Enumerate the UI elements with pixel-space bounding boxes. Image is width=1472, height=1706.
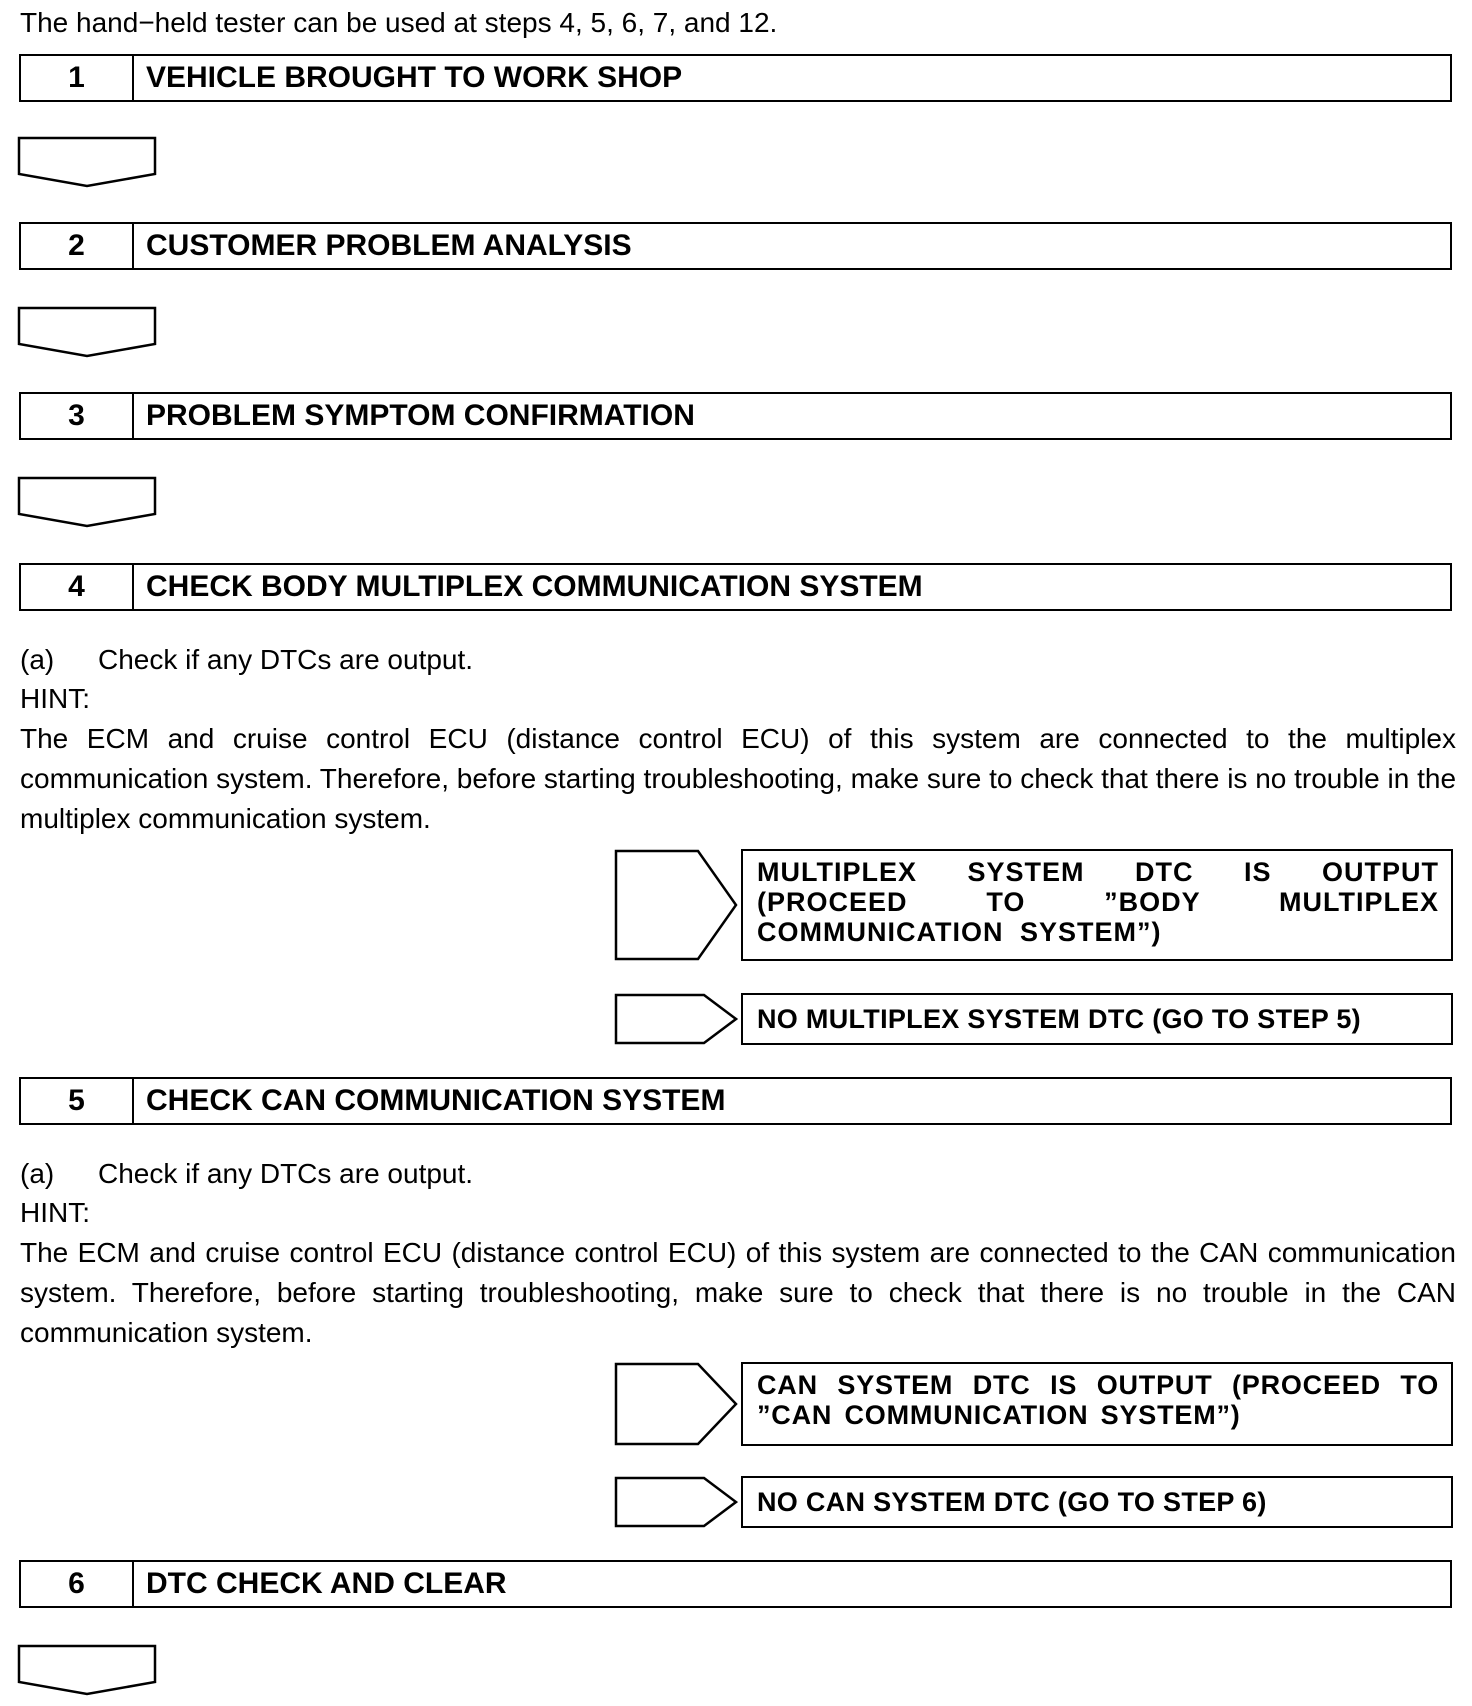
step-4-result-dtc-output: MULTIPLEX SYSTEM DTC IS OUTPUT (PROCEED TO ”BODY MULTIPLEX COMMUNICATION SYSTEM”) xyxy=(741,849,1453,961)
step-5-substep xyxy=(20,1157,473,1191)
step-4-result-no-dtc: NO MULTIPLEX SYSTEM DTC (GO TO STEP 5) xyxy=(741,993,1453,1045)
step-title: CUSTOMER PROBLEM ANALYSIS xyxy=(146,229,632,262)
step-number: 4 xyxy=(21,565,134,609)
down-arrow-icon xyxy=(17,136,157,188)
intro-text: The hand−held tester can be used at steps 4, 5, 6, 7, and 12. xyxy=(20,7,778,38)
step-3-box xyxy=(19,392,1452,440)
step-4-box xyxy=(19,563,1452,611)
step-title: VEHICLE BROUGHT TO WORK SHOP xyxy=(146,61,683,94)
right-arrow-icon xyxy=(614,849,738,961)
step-title: PROBLEM SYMPTOM CONFIRMATION xyxy=(146,399,695,432)
step-5-hint-text: The ECM and cruise control ECU (distance control ECU) of this system are connected to the CAN communication system. Therefore, before starting troubleshooting, make sure to check that there is no trouble in the CAN communication system. xyxy=(20,1237,1456,1348)
substep-text: Check if any DTCs are output. xyxy=(98,1158,474,1189)
step-5-result-no-dtc: NO CAN SYSTEM DTC (GO TO STEP 6) xyxy=(741,1476,1453,1528)
right-arrow-icon xyxy=(614,1476,738,1528)
step-number: 3 xyxy=(21,394,134,438)
step-6-box xyxy=(19,1560,1452,1608)
down-arrow-icon xyxy=(17,306,157,358)
step-number: 6 xyxy=(21,1562,134,1606)
step-title: CHECK CAN COMMUNICATION SYSTEM xyxy=(146,1084,726,1117)
right-arrow-icon xyxy=(614,993,738,1045)
down-arrow-icon xyxy=(17,476,157,528)
step-5-hint-label: HINT: xyxy=(20,1197,90,1228)
step-title: DTC CHECK AND CLEAR xyxy=(146,1567,507,1600)
step-1-box xyxy=(19,54,1452,102)
step-4-hint-text: The ECM and cruise control ECU (distance control ECU) of this system are connected to the multiplex communication system. Therefore, before starting troubleshooting, make sure to check that there is no trouble in the multiplex communication system. xyxy=(20,723,1457,834)
step-4-substep xyxy=(20,643,473,677)
down-arrow-icon xyxy=(17,1644,157,1696)
step-title: CHECK BODY MULTIPLEX COMMUNICATION SYSTEM xyxy=(146,570,923,603)
step-number: 2 xyxy=(21,224,134,268)
step-5-box xyxy=(19,1077,1452,1125)
step-2-box xyxy=(19,222,1452,270)
right-arrow-icon xyxy=(614,1362,738,1446)
substep-label: (a) xyxy=(20,644,55,675)
step-5-result-dtc-output: CAN SYSTEM DTC IS OUTPUT (PROCEED TO ”CAN COMMUNICATION SYSTEM”) xyxy=(741,1362,1453,1446)
step-4-hint-label: HINT: xyxy=(20,683,90,714)
substep-text: Check if any DTCs are output. xyxy=(98,644,474,675)
step-number: 1 xyxy=(21,56,134,100)
step-number: 5 xyxy=(21,1079,134,1123)
substep-label: (a) xyxy=(20,1158,55,1189)
